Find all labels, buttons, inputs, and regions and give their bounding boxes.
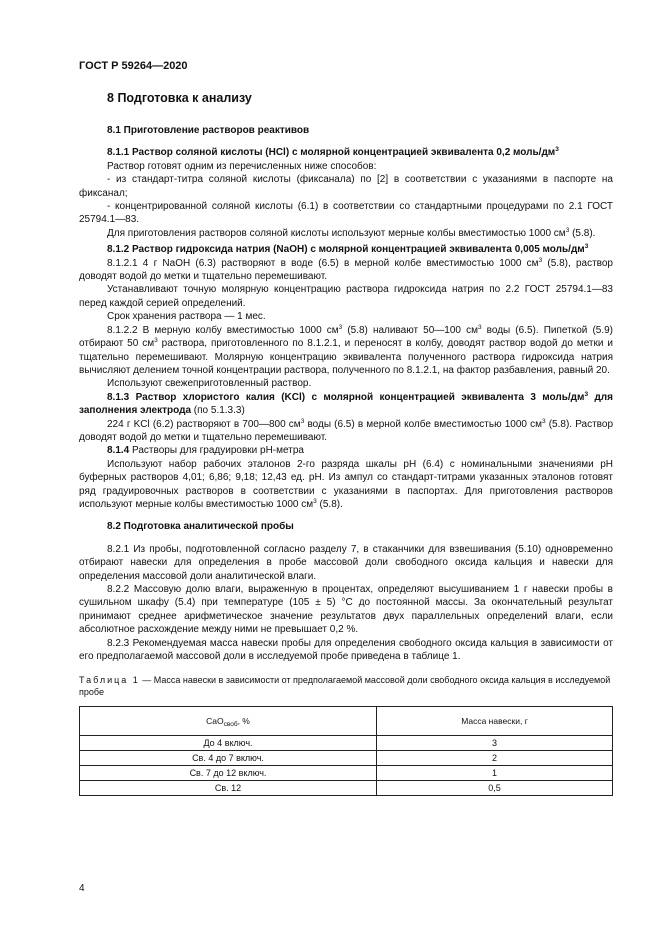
table-row [80,751,613,766]
table-cell-mass: 3 [377,736,613,751]
paragraph: Используют набор рабочих эталонов 2-го разряда шкалы pH (6.4) с номинальными значениями pH буферных растворов 4,01; 6,86; 9,18; 12,43 ед. pH. Из ампул со стандарт-титрами указанных эталонов готовят ряд градуировочных растворов в соответствии с указаниями в паспортах. Для приготовления растворов используют мерные колбы вместимостью 1000 $см^3$ (5.8). [79,458,613,510]
paragraph: Устанавливают точную молярную концентрацию раствора гидроксида натрия по 2.2 ГОСТ 25794.1—83 перед каждой серией определений. [79,284,613,309]
document-body [79,124,613,796]
table-header-cao: CaO$_{своб}$, % [80,707,377,736]
paragraph: Раствор готовят одним из перечисленных ниже способов: [107,160,377,172]
table-cell-range: Св. 12 [80,781,377,796]
subsection-heading-8-1: 8.1 Приготовление растворов реактивов [107,125,310,136]
table-cell-mass: 2 [377,751,613,766]
paragraph: Для приготовления растворов соляной кислоты используют мерные колбы вместимостью 1000 $см^3$ (5.8). [107,226,596,239]
page-number: 4 [79,883,85,894]
table-row [80,736,613,751]
section-number: 8 [107,91,114,105]
paragraph: 8.1.2.2 В мерную колбу вместимостью 1000 $см^3$ (5.8) наливают 50—100 $см^3$ воды (6.5). Пипеткой (5.9) отбирают 50 $см^3$ раствора, приготовленного по 8.1.2.1, и переносят в колбу, доводят раствор водой до метки и тщательно перемешивают. Молярную концентрацию эквивалента полученного раствора гидроксида натрия вычисляют делением точной концентрации раствора, полученного по 8.1.2.1, на фактор разбавления, равный 20. [79,323,614,376]
table-header-mass: Масса навески, г [377,707,613,736]
paragraph: 8.2.2 Массовую долю влаги, выраженную в процентах, определяют высушиванием 1 г навески пробы в сушильном шкафу (5.4) при температуре (105 ± 5) °С до постоянной массы. За окончательный результат принимают среднее арифметическое значение результатов двух параллельных определений влаги, если абсолютное расхождение между ними не превышает 0,2 %. [79,584,613,636]
table-cell-mass: 1 [377,766,613,781]
paragraph: - концентрированной соляной кислоты (6.1) в соответствии со стандартными процедурами по 2.1 ГОСТ 25794.1—83. [79,201,613,226]
section-title-text: Подготовка к анализу [117,91,252,105]
table-1 [79,706,613,796]
table-cell-mass: 0,5 [377,781,613,796]
table-row [80,781,613,796]
section-title [107,91,252,105]
paragraph: Срок хранения раствора — 1 мес. [107,311,266,323]
standard-header: ГОСТ Р 59264—2020 [79,60,188,72]
subsection-heading-8-1-1: 8.1.1 Раствор соляной кислоты (HCl) с молярной концентрацией эквивалента 0,2 моль/$дм^3$ [107,146,559,159]
paragraph: Используют свежеприготовленный раствор. [107,378,312,390]
table-cell-range: Св. 4 до 7 включ. [80,751,377,766]
paragraph: 8.1.2.1 4 г NaOH (6.3) растворяют в воде (6.5) в мерной колбе вместимостью 1000 $см^3$ (5.8), раствор доводят водой до метки и тщательно перемешивают. [79,256,613,283]
paragraph: - из стандарт-титра соляной кислоты (фиксанала) по [2] в соответствии с указаниями в паспорте на фиксанал; [79,174,613,199]
table-cell-range: До 4 включ. [80,736,377,751]
paragraph: 224 г KCl (6.2) растворяют в 700—800 $см^3$ воды (6.5) в мерной колбе вместимостью 1000 $см^3$ (5.8). Раствор доводят водой до метки и тщательно перемешивают. [79,417,614,443]
table-row [80,766,613,781]
subsection-heading-8-1-3: 8.1.3 Раствор хлористого калия (KCl) с молярной концентрацией эквивалента 3 моль/$дм^3$ для заполнения электрода (по 5.1.3.3) [79,390,613,417]
subsection-heading-8-1-2: 8.1.2 Раствор гидроксида натрия (NaOH) с молярной концентрацией эквивалента 0,005 моль/$дм^3$ [107,243,589,256]
table-caption: Таблица 1 — Масса навески в зависимости от предполагаемой массовой доли свободного оксида кальция в исследуемой пробе [79,675,611,697]
table-cell-range: Св. 7 до 12 включ. [80,766,377,781]
paragraph: 8.2.3 Рекомендуемая масса навески пробы для определения свободного оксида кальция в зависимости от его предполагаемой массовой доли в исследуемой пробе приведена в таблице 1. [79,637,613,663]
subsection-heading-8-2: 8.2 Подготовка аналитической пробы [107,521,294,533]
table-header-row [80,707,613,736]
paragraph: 8.2.1 Из пробы, подготовленной согласно разделу 7, в стаканчики для взвешивания (5.10) одновременно отбирают навески для определения в пробе массовой доли свободного оксида кальция и навески для определения массовой доли аналитической влаги. [79,543,613,582]
subsection-heading-8-1-4: 8.1.4 Растворы для градуировки pH-метра [107,445,304,457]
